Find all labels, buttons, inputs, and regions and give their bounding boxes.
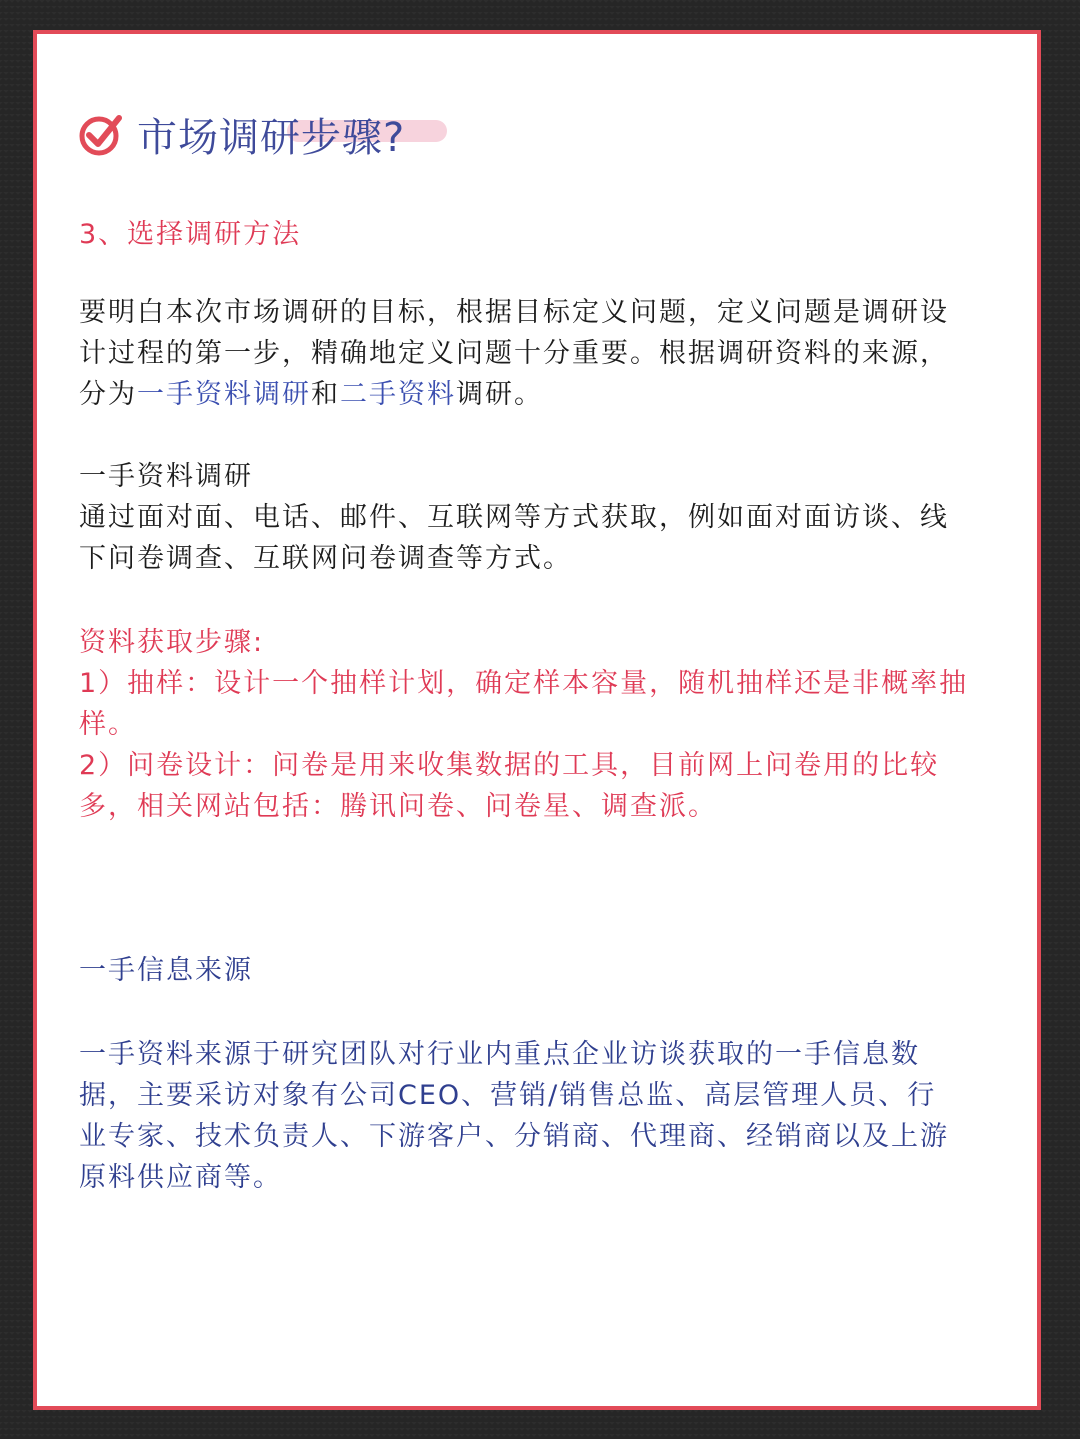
step-2-line-2: 多，相关网站包括：腾讯问卷、问卷星、调查派。 bbox=[79, 791, 717, 822]
source-line-4: 原料供应商等。 bbox=[79, 1162, 282, 1193]
source-line-1: 一手资料来源于研究团队对行业内重点企业访谈获取的一手信息数 bbox=[79, 1039, 920, 1070]
source-line-2: 据，主要采访对象有公司CEO、营销/销售总监、高层管理人员、行 bbox=[79, 1080, 937, 1111]
section-heading: 3、选择调研方法 bbox=[79, 219, 302, 250]
step-2-line-1: 2）问卷设计：问卷是用来收集数据的工具，目前网上问卷用的比较 bbox=[79, 750, 940, 781]
page-title: 市场调研步骤? bbox=[137, 114, 406, 161]
title-wrap bbox=[137, 106, 405, 163]
source-heading: 一手信息来源 bbox=[79, 955, 253, 986]
step-1-line-2: 样。 bbox=[79, 709, 137, 740]
intro-line-3-c: 调研。 bbox=[456, 379, 543, 410]
content-card bbox=[33, 30, 1041, 1410]
primary-research-line-1: 通过面对面、电话、邮件、互联网等方式获取，例如面对面访谈、线 bbox=[79, 502, 949, 533]
steps-heading: 资料获取步骤: bbox=[79, 627, 265, 658]
step-1-line-1: 1）抽样：设计一个抽样计划，确定样本容量，随机抽样还是非概率抽 bbox=[79, 668, 969, 699]
primary-research-heading: 一手资料调研 bbox=[79, 461, 253, 492]
primary-research-highlight: 一手资料调研 bbox=[137, 379, 311, 410]
secondary-research-highlight: 二手资料 bbox=[340, 379, 456, 410]
title-row bbox=[77, 104, 405, 164]
intro-line-3-a: 分为 bbox=[79, 379, 137, 410]
source-line-3: 业专家、技术负责人、下游客户、分销商、代理商、经销商以及上游 bbox=[79, 1121, 949, 1152]
intro-line-1: 要明白本次市场调研的目标，根据目标定义问题，定义问题是调研设 bbox=[79, 297, 949, 328]
primary-research-line-2: 下问卷调查、互联网问卷调查等方式。 bbox=[79, 543, 572, 574]
check-circle-icon bbox=[77, 110, 125, 158]
intro-line-3-b: 和 bbox=[311, 379, 340, 410]
intro-line-2: 计过程的第一步，精确地定义问题十分重要。根据调研资料的来源， bbox=[79, 338, 949, 369]
intro-line-3 bbox=[79, 374, 1009, 415]
